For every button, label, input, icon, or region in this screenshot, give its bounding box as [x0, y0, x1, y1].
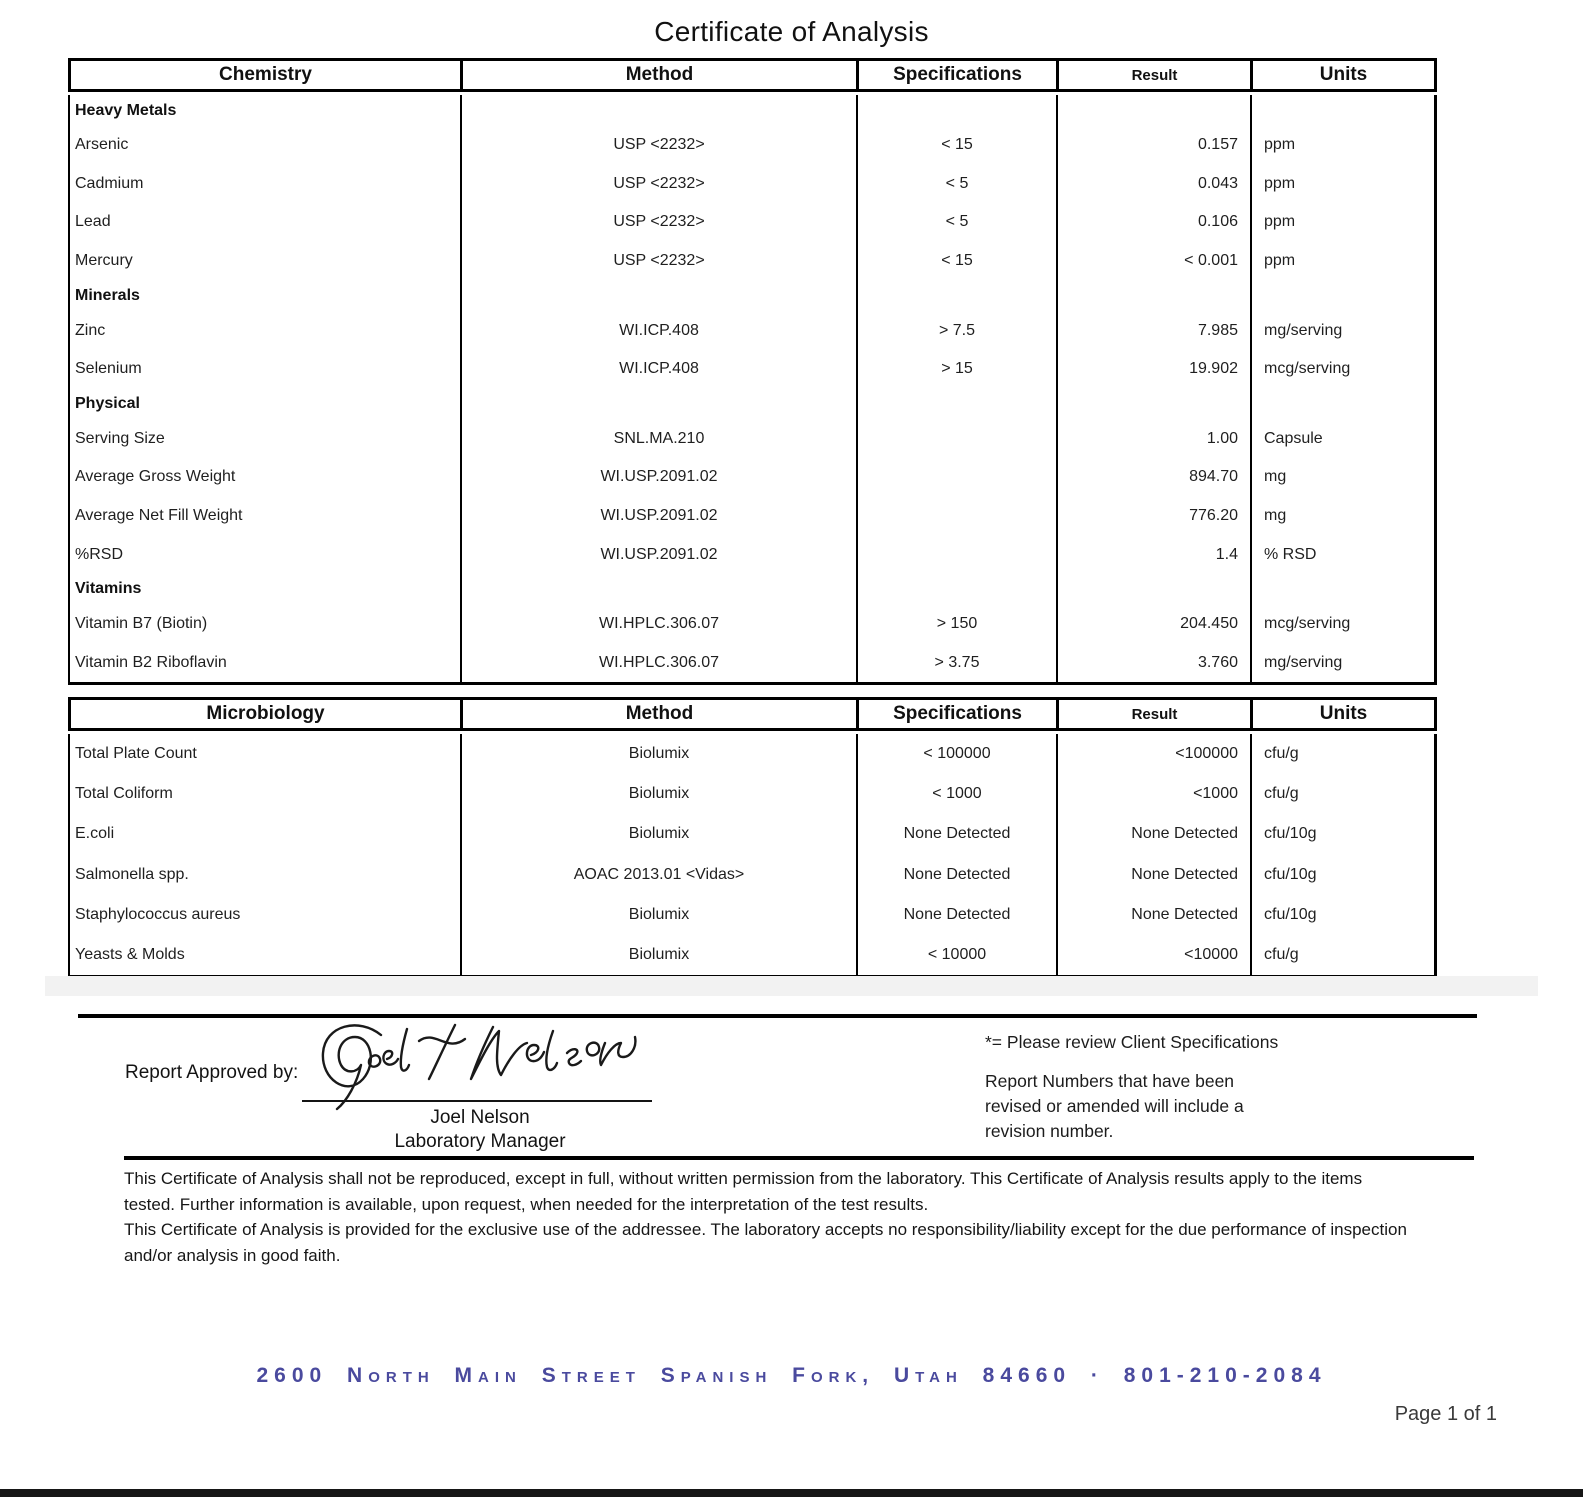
cell-method: USP <2232> [462, 126, 858, 165]
cell-result: 3.760 [1058, 644, 1252, 683]
cell-units: cfu/10g [1264, 905, 1317, 923]
client-spec-note: *= Please review Client Specifications [985, 1032, 1279, 1052]
table-row [70, 814, 1434, 854]
cell-method [462, 574, 858, 605]
table-row [70, 203, 1434, 242]
cell-name: Vitamin B7 (Biotin) [70, 605, 462, 644]
cell-spec [858, 458, 1058, 497]
cell-units: cfu/g [1264, 946, 1299, 964]
disclaimer-text [124, 1166, 1416, 1268]
signature-line [302, 1100, 652, 1102]
table-row [70, 605, 1434, 644]
cell-units: ppm [1264, 136, 1296, 154]
table-row [70, 242, 1434, 281]
cell-units: cfu/10g [1264, 825, 1317, 843]
footer-address: 2600 North Main Street Spanish Fork, Utah 84660 · 801-210-2084 [256, 1364, 1327, 1387]
cell-spec: < 5 [858, 165, 1058, 204]
table-row [70, 497, 1434, 536]
cell-result: 1.4 [1058, 535, 1252, 574]
microbiology-header-microbiology: Microbiology [71, 700, 463, 728]
cell-units [1252, 574, 1434, 605]
cell-units: mg/serving [1264, 321, 1343, 339]
cell-spec: < 5 [858, 203, 1058, 242]
cell-result: 19.902 [1058, 350, 1252, 389]
cell-units: Capsule [1264, 429, 1323, 447]
table-row [70, 420, 1434, 459]
signer-name: Joel Nelson [430, 1107, 530, 1128]
cell-spec: > 3.75 [858, 644, 1058, 683]
cell-method [462, 95, 858, 126]
section-row [70, 389, 1434, 420]
cell-method: WI.HPLC.306.07 [462, 644, 858, 683]
microbiology-header-method: Method [463, 700, 859, 728]
cell-name: Staphylococcus aureus [70, 895, 462, 935]
signer-block [300, 1106, 660, 1154]
cell-method: Biolumix [462, 895, 858, 935]
cell-name: %RSD [70, 535, 462, 574]
cell-name: Lead [70, 203, 462, 242]
disclaimer-paragraph-2: This Certificate of Analysis is provided for the exclusive use of the addressee. The laboratory accepts no responsibility/liability except for the due performance of inspection and/or analysis in good faith. [124, 1220, 1407, 1265]
cell-result [1058, 574, 1252, 605]
cell-method: AOAC 2013.01 <Vidas> [462, 855, 858, 895]
cell-result: <10000 [1058, 935, 1252, 975]
table-row [70, 895, 1434, 935]
cell-units: mg [1264, 507, 1287, 525]
cell-spec [858, 389, 1058, 420]
cell-spec: < 10000 [858, 935, 1058, 975]
cell-method: Biolumix [462, 935, 858, 975]
chemistry-table-body [68, 95, 1437, 685]
table-row [70, 350, 1434, 389]
cell-spec: < 15 [858, 126, 1058, 165]
section-row [70, 574, 1434, 605]
section-row [70, 95, 1434, 126]
cell-method: WI.ICP.408 [462, 350, 858, 389]
cell-result: 0.043 [1058, 165, 1252, 204]
page-title: Certificate of Analysis [654, 16, 929, 47]
cell-spec: > 150 [858, 605, 1058, 644]
cell-name: Vitamins [70, 574, 462, 605]
cell-name: Serving Size [70, 420, 462, 459]
scan-bottom-edge-bar [0, 1489, 1583, 1497]
revision-note: Report Numbers that have been revised or amended will include a revision number. [985, 1071, 1244, 1141]
cell-units [1252, 95, 1434, 126]
table-row [70, 774, 1434, 814]
cell-name: Arsenic [70, 126, 462, 165]
table-row [70, 458, 1434, 497]
cell-spec: None Detected [858, 814, 1058, 854]
cell-name: Salmonella spp. [70, 855, 462, 895]
cell-result: 894.70 [1058, 458, 1252, 497]
cell-name: Cadmium [70, 165, 462, 204]
cell-method: WI.USP.2091.02 [462, 535, 858, 574]
cell-result: <1000 [1058, 774, 1252, 814]
cell-units: cfu/10g [1264, 865, 1317, 883]
cell-result: 7.985 [1058, 311, 1252, 350]
cell-method: USP <2232> [462, 242, 858, 281]
page-number: Page 1 of 1 [1394, 1403, 1497, 1425]
cell-method: WI.USP.2091.02 [462, 458, 858, 497]
cell-name: Total Plate Count [70, 734, 462, 774]
cell-method [462, 280, 858, 311]
cell-units: mg [1264, 468, 1287, 486]
table-row [70, 311, 1434, 350]
cell-units: ppm [1264, 174, 1296, 192]
cell-name: Selenium [70, 350, 462, 389]
cell-spec [858, 280, 1058, 311]
cell-name: E.coli [70, 814, 462, 854]
cell-units: % RSD [1264, 545, 1317, 563]
cell-method: WI.USP.2091.02 [462, 497, 858, 536]
table-row [70, 935, 1434, 975]
cell-name: Physical [70, 389, 462, 420]
cell-spec: < 15 [858, 242, 1058, 281]
cell-method: SNL.MA.210 [462, 420, 858, 459]
table-row [70, 165, 1434, 204]
cell-units: mcg/serving [1264, 615, 1351, 633]
cell-method: USP <2232> [462, 165, 858, 204]
signature-image [295, 1013, 655, 1113]
bottom-divider-rule [124, 1156, 1474, 1160]
cell-units: mcg/serving [1264, 360, 1351, 378]
cell-units [1252, 280, 1434, 311]
cell-name: Zinc [70, 311, 462, 350]
cell-method: Biolumix [462, 734, 858, 774]
cell-units: mg/serving [1264, 653, 1343, 671]
cell-spec [858, 497, 1058, 536]
cell-result: <100000 [1058, 734, 1252, 774]
cell-name: Total Coliform [70, 774, 462, 814]
microbiology-header-units: Units [1319, 703, 1368, 724]
cell-spec [858, 574, 1058, 605]
cell-method: Biolumix [462, 774, 858, 814]
cell-units: ppm [1264, 213, 1296, 231]
chemistry-header-chemistry: Chemistry [71, 61, 463, 89]
chemistry-header-method: Method [463, 61, 859, 89]
cell-name: Average Net Fill Weight [70, 497, 462, 536]
cell-result: 204.450 [1058, 605, 1252, 644]
cell-spec: None Detected [858, 855, 1058, 895]
cell-method: USP <2232> [462, 203, 858, 242]
signer-title: Laboratory Manager [394, 1131, 566, 1152]
cell-result: 1.00 [1058, 420, 1252, 459]
cell-spec: < 100000 [858, 734, 1058, 774]
table-row [70, 855, 1434, 895]
cell-name: Heavy Metals [70, 95, 462, 126]
cell-units: ppm [1264, 252, 1296, 270]
chemistry-table-header [68, 58, 1437, 92]
cell-result: None Detected [1058, 855, 1252, 895]
cell-result: None Detected [1058, 814, 1252, 854]
cell-result [1058, 280, 1252, 311]
cell-name: Minerals [70, 280, 462, 311]
approved-by-label: Report Approved by: [125, 1062, 299, 1083]
cell-spec: < 1000 [858, 774, 1058, 814]
scan-gray-band [45, 976, 1538, 996]
top-divider-rule [78, 1014, 1477, 1018]
section-row [70, 280, 1434, 311]
cell-result [1058, 95, 1252, 126]
cell-spec: None Detected [858, 895, 1058, 935]
cell-result: None Detected [1058, 895, 1252, 935]
cell-name: Mercury [70, 242, 462, 281]
cell-result: < 0.001 [1058, 242, 1252, 281]
table-row [70, 734, 1434, 774]
cell-result: 0.157 [1058, 126, 1252, 165]
microbiology-header-specifications: Specifications [859, 700, 1059, 728]
cell-result [1058, 389, 1252, 420]
cell-spec [858, 95, 1058, 126]
microbiology-table-body [68, 734, 1437, 978]
chemistry-header-result: Result [1059, 61, 1253, 89]
cell-units: cfu/g [1264, 785, 1299, 803]
cell-spec [858, 420, 1058, 459]
cell-spec [858, 535, 1058, 574]
cell-method: WI.ICP.408 [462, 311, 858, 350]
cell-units [1252, 389, 1434, 420]
microbiology-table-header [68, 697, 1437, 731]
cell-spec: > 15 [858, 350, 1058, 389]
cell-name: Vitamin B2 Riboflavin [70, 644, 462, 683]
table-row [70, 126, 1434, 165]
cell-method [462, 389, 858, 420]
cell-name: Average Gross Weight [70, 458, 462, 497]
cell-units: cfu/g [1264, 745, 1299, 763]
approval-notes [985, 1032, 1325, 1144]
table-row [70, 535, 1434, 574]
disclaimer-paragraph-1: This Certificate of Analysis shall not be reproduced, except in full, without written permission from the laboratory. This Certificate of Analysis results apply to the items tested. Further information is available, upon request, when needed for the interpretation of the test results. [124, 1169, 1363, 1214]
microbiology-header-result: Result [1059, 700, 1253, 728]
table-row [70, 644, 1434, 683]
chemistry-header-units: Units [1319, 64, 1368, 85]
cell-method: WI.HPLC.306.07 [462, 605, 858, 644]
cell-result: 0.106 [1058, 203, 1252, 242]
chemistry-header-specifications: Specifications [859, 61, 1059, 89]
cell-spec: > 7.5 [858, 311, 1058, 350]
cell-name: Yeasts & Molds [70, 935, 462, 975]
cell-result: 776.20 [1058, 497, 1252, 536]
cell-method: Biolumix [462, 814, 858, 854]
